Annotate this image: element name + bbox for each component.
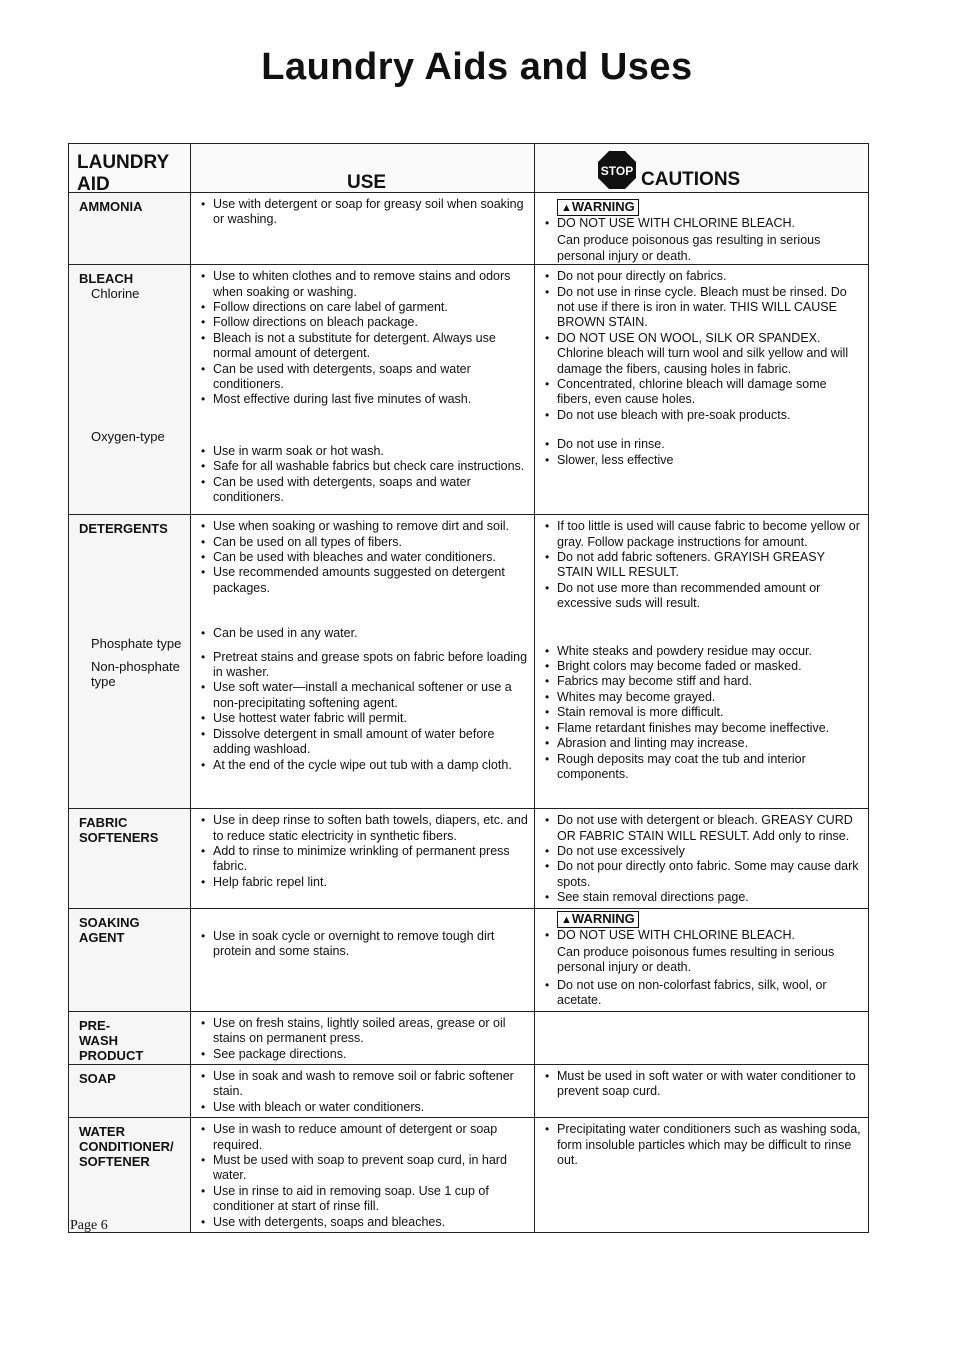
list-item: • Do not use in rinse cycle. Bleach must be rinsed. Do not use if there is iron in water. THIS WILL CAUSE BROWN STAIN. — [557, 285, 862, 331]
header-aid — [69, 144, 191, 193]
list-item: • Concentrated, chlorine bleach will damage some fibers, even cause holes. — [557, 377, 862, 408]
page-number: Page 6 — [70, 1218, 108, 1233]
header-cautions-label: CAUTIONS — [641, 169, 741, 190]
header-use — [191, 144, 535, 193]
aid-ammonia: AMMONIA — [79, 199, 143, 214]
use-list — [191, 265, 534, 410]
list-item: • Can be used in any water. — [213, 626, 528, 641]
stop-sign-icon — [597, 150, 637, 190]
aid-nonphosphate: Non-phosphate type — [91, 659, 180, 690]
aid-soaking-agent: SOAKING AGENT — [79, 914, 140, 945]
list-item: • Do not use bleach with pre-soak products. — [557, 408, 862, 423]
use-list — [191, 515, 534, 598]
list-item: • Do not use on non-colorfast fabrics, silk, wool, or acetate. — [557, 978, 862, 1009]
list-item: • Flame retardant finishes may become ineffective. — [557, 721, 862, 736]
row-bleach — [69, 265, 869, 515]
list-item: • Can be used with bleaches and water conditioners. — [213, 550, 528, 565]
caution-list — [535, 433, 868, 470]
list-item: • Can be used with detergents, soaps and water conditioners. — [213, 475, 528, 506]
list-item: • Use hottest water fabric will permit. — [213, 711, 528, 726]
list-item: • Use in wash to reduce amount of detergent or soap required. — [213, 1122, 528, 1153]
list-item: • Use with detergent or soap for greasy soil when soaking or washing. — [213, 197, 528, 228]
list-item: • Use soft water—install a mechanical softener or use a non-precipitating softening agent. — [213, 680, 528, 711]
list-item: • Safe for all washable fabrics but check care instructions. — [213, 459, 528, 474]
list-item: • Can be used with detergents, soaps and water conditioners. — [213, 362, 528, 393]
laundry-aids-table — [68, 143, 869, 1233]
use-list — [191, 440, 534, 508]
list-item: • See package directions. — [213, 1047, 528, 1062]
list-item: • Help fabric repel lint. — [213, 875, 528, 890]
use-list — [191, 646, 534, 775]
row-fabric-softeners — [69, 809, 869, 908]
list-item: • Abrasion and linting may increase. — [557, 736, 862, 751]
list-item: • Rough deposits may coat the tub and interior components. — [557, 752, 862, 783]
stop-sign-text: STOP — [600, 164, 634, 178]
caution-list — [535, 265, 868, 425]
list-item: • Fabrics may become stiff and hard. — [557, 674, 862, 689]
aid-phosphate: Phosphate type — [91, 636, 182, 652]
row-ammonia — [69, 193, 869, 265]
caution-list — [535, 928, 868, 945]
caution-list — [535, 1118, 868, 1170]
list-item: • Must be used in soft water or with water conditioner to prevent soap curd. — [557, 1069, 862, 1100]
list-item: • Precipitating water conditioners such as washing soda, form insoluble particles which may be difficult to rinse out. — [557, 1122, 862, 1168]
use-list — [191, 809, 534, 892]
list-item: • Use on fresh stains, lightly soiled areas, grease or oil stains on permanent press. — [213, 1016, 528, 1047]
list-item: • Follow directions on bleach package. — [213, 315, 528, 330]
caution-note: Can produce poisonous gas resulting in serious personal injury or death. — [557, 233, 821, 263]
aid-fabric-softeners: FABRIC SOFTENERS — [79, 815, 159, 846]
header-cautions — [535, 144, 869, 193]
list-item: • Do not add fabric softeners. GRAYISH GREASY STAIN WILL RESULT. — [557, 550, 862, 581]
list-item: • Use with bleach or water conditioners. — [213, 1100, 528, 1115]
list-item: • Use in soak cycle or overnight to remove tough dirt protein and some stains. — [213, 929, 528, 960]
list-item: • Use when soaking or washing to remove dirt and soil. — [213, 519, 528, 534]
list-item: • Bright colors may become faded or masked. — [557, 659, 862, 674]
aid-detergents: DETERGENTS — [79, 521, 168, 537]
caution-note: Can produce poisonous fumes resulting in serious personal injury or death. — [557, 945, 835, 975]
list-item: • At the end of the cycle wipe out tub with a damp cloth. — [213, 758, 528, 773]
warning-label: ▲WARNING — [557, 199, 639, 216]
use-list — [191, 909, 534, 962]
list-item: • Do not pour directly on fabrics. — [557, 269, 862, 284]
header-use-label: USE — [347, 172, 387, 193]
list-item: • Use in soak and wash to remove soil or fabric softener stain. — [213, 1069, 528, 1100]
row-soaking-agent — [69, 908, 869, 1011]
list-item: • Whites may become grayed. — [557, 690, 862, 705]
list-item: • Do not use more than recommended amount or excessive suds will result. — [557, 581, 862, 612]
list-item: • DO NOT USE WITH CHLORINE BLEACH. — [557, 216, 862, 231]
row-soap — [69, 1064, 869, 1117]
list-item: • DO NOT USE WITH CHLORINE BLEACH. — [557, 928, 862, 943]
caution-list — [535, 976, 868, 1011]
list-item: • Use in deep rinse to soften bath towels, diapers, etc. and to reduce static electricity in synthetic fibers. — [213, 813, 528, 844]
aid-bleach-chlorine: Chlorine — [91, 286, 140, 302]
caution-list — [535, 515, 868, 613]
list-item: • Pretreat stains and grease spots on fabric before loading in washer. — [213, 650, 528, 681]
aid-bleach: BLEACH — [79, 271, 134, 287]
list-item: • Do not use in rinse. — [557, 437, 862, 452]
aid-bleach-oxygen: Oxygen-type — [91, 429, 165, 445]
aid-water-conditioner: WATER CONDITIONER/ SOFTENER — [79, 1124, 174, 1170]
row-detergents — [69, 515, 869, 809]
use-list — [191, 1012, 534, 1064]
list-item: • Use with detergents, soaps and bleaches. — [213, 1215, 528, 1230]
use-list — [191, 622, 534, 643]
warning-label: ▲WARNING — [557, 911, 639, 928]
list-item: • See stain removal directions page. — [557, 890, 862, 905]
list-item: • Slower, less effective — [557, 453, 862, 468]
aid-soap: SOAP — [79, 1070, 116, 1086]
list-item: • White steaks and powdery residue may occur. — [557, 644, 862, 659]
page-title: Laundry Aids and Uses — [261, 46, 693, 88]
aid-prewash: PRE-WASH PRODUCT — [79, 1017, 144, 1063]
list-item: • Most effective during last five minutes of wash. — [213, 392, 528, 407]
use-list — [191, 1065, 534, 1117]
row-prewash — [69, 1011, 869, 1064]
list-item: • Use to whiten clothes and to remove stains and odors when soaking or washing. — [213, 269, 528, 300]
header-aid-label: LAUNDRY AID — [77, 152, 169, 195]
use-list — [191, 193, 534, 230]
warning-triangle-icon: ▲ — [561, 202, 572, 214]
list-item: • DO NOT USE ON WOOL, SILK OR SPANDEX. Chlorine bleach will turn wool and silk yellow and will damage the fibers, causing holes in fabric. — [557, 331, 862, 377]
row-water-conditioner — [69, 1118, 869, 1233]
use-list — [191, 1118, 534, 1232]
list-item: • Follow directions on care label of garment. — [213, 300, 528, 315]
list-item: • Bleach is not a substitute for detergent. Always use normal amount of detergent. — [213, 331, 528, 362]
caution-list — [535, 640, 868, 785]
list-item: • Use in rinse to aid in removing soap. Use 1 cup of conditioner at start of rinse fill. — [213, 1184, 528, 1215]
list-item: • Use recommended amounts suggested on detergent packages. — [213, 565, 528, 596]
list-item: • Use in warm soak or hot wash. — [213, 444, 528, 459]
list-item: • Add to rinse to minimize wrinkling of permanent press fabric. — [213, 844, 528, 875]
list-item: • Do not use excessively — [557, 844, 862, 859]
warning-triangle-icon: ▲ — [561, 913, 572, 926]
caution-list — [535, 1065, 868, 1102]
list-item: • Do not pour directly onto fabric. Some may cause dark spots. — [557, 859, 862, 890]
list-item: • Do not use with detergent or bleach. GREASY CURD OR FABRIC STAIN WILL RESULT. Add only to rinse. — [557, 813, 862, 844]
caution-list — [535, 216, 868, 233]
list-item: • If too little is used will cause fabric to become yellow or gray. Follow package instructions for amount. — [557, 519, 862, 550]
list-item: • Dissolve detergent in small amount of water before adding washload. — [213, 727, 528, 758]
caution-list — [535, 809, 868, 907]
list-item: • Can be used on all types of fibers. — [213, 535, 528, 550]
list-item: • Must be used with soap to prevent soap curd, in hard water. — [213, 1153, 528, 1184]
list-item: • Stain removal is more difficult. — [557, 705, 862, 720]
